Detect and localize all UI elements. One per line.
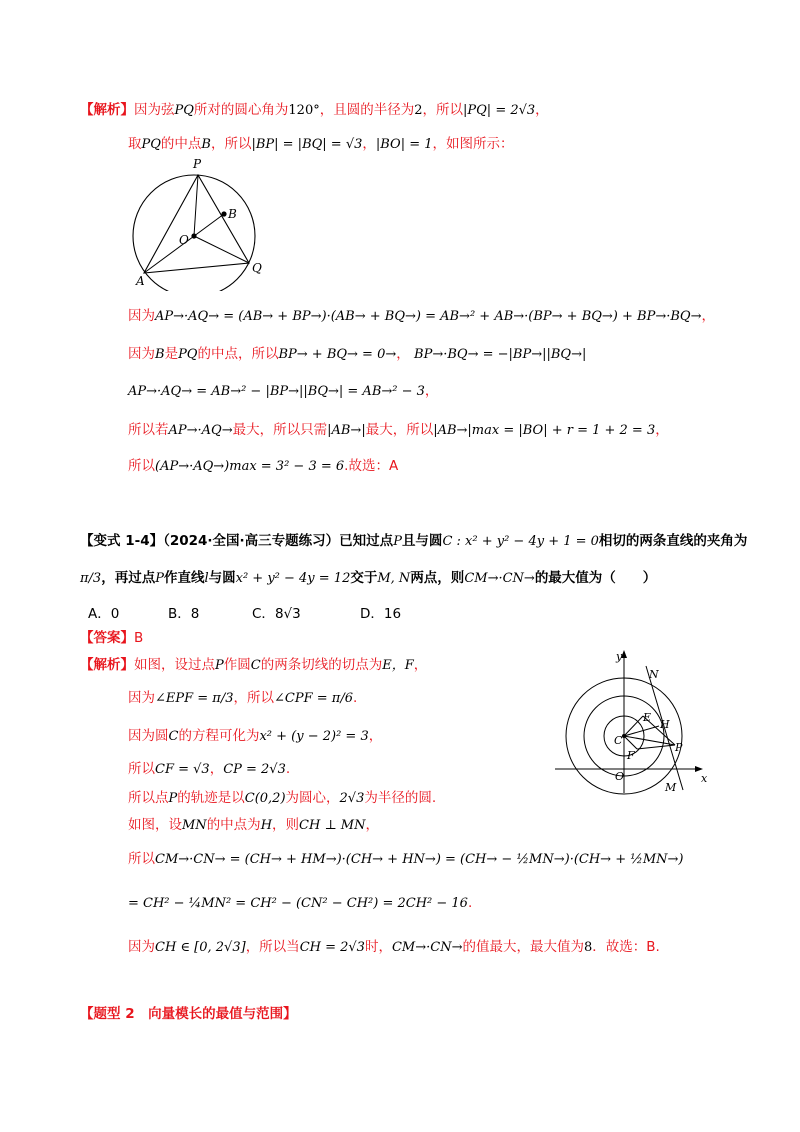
fig2-label-F: F <box>627 749 635 762</box>
solution-line: 因为AP→·AQ→ = (AB→ + BP→)·(AB→ + BQ→) = AB→² + AB→·(BP→ + BQ→) + BP→·BQ→， <box>128 308 715 324</box>
fig1-label-P: P <box>193 157 202 171</box>
topic-heading: 【题型 2 向量模长的最值与范围】 <box>80 1006 297 1022</box>
fig2-label-C: C <box>614 734 623 747</box>
question-stem: 【变式 1-4】（2024·全国·高三专题练习）已知过点P且与圆C : x² + y² − 4y + 1 = 0相切的两条直线的夹角为 <box>80 533 748 549</box>
solution-line: 所以若AP→·AQ→最大，所以只需|AB→|最大，所以|AB→|max = |BO| + r = 1 + 2 = 3， <box>128 422 669 438</box>
solution-line: 因为∠EPF = π/3，所以∠CPF = π/6. <box>128 690 358 706</box>
solution-line: 所以(AP→·AQ→)max = 3² − 3 = 6.故选：A <box>128 458 399 474</box>
fig2-label-N: N <box>649 668 659 681</box>
variant-tag: 【变式 1-4】 <box>80 533 164 549</box>
solution-line: AP→·AQ→ = AB→² − |BP→||BQ→| = AB→² − 3， <box>128 383 439 399</box>
fig2-label-P: P <box>675 741 683 754</box>
answer-label: 【答案】 <box>80 630 134 646</box>
fig2-label-M: M <box>665 781 677 794</box>
solution-line: 因为B是PQ的中点，所以BP→ + BQ→ = 0→， BP→·BQ→ = −|BP→||BQ→| <box>128 346 587 362</box>
solution-line: 所以CF = √3，CP = 2√3. <box>128 761 291 777</box>
answer-line <box>80 628 143 648</box>
solution-line: 如图，设MN的中点为H，则CH ⊥ MN， <box>128 817 379 833</box>
analysis-label-2: 【解析】 <box>80 657 134 673</box>
option-a: A．0 <box>88 606 120 622</box>
fig2-label-y: y <box>616 650 623 663</box>
option-b: B．8 <box>168 606 200 622</box>
fig2-label-x: x <box>701 772 708 785</box>
fig1-label-Q: Q <box>252 261 262 275</box>
solution-line: 【解析】如图，设过点P作圆C的两条切线的切点为E，F， <box>80 657 428 673</box>
fig1-label-O: O <box>179 233 189 247</box>
solution-line: 因为圆C的方程可化为x² + (y − 2)² = 3， <box>128 728 383 744</box>
fig2-label-O: O <box>615 770 625 783</box>
fig1-label-A: A <box>136 274 145 288</box>
analysis-label: 【解析】 <box>80 102 134 118</box>
option-c: C．8√3 <box>252 606 301 622</box>
fig1-label-B: B <box>228 207 237 221</box>
solution-line: = CH² − ¼MN² = CH² − (CN² − CH²) = 2CH² − 16. <box>128 895 473 911</box>
solution-line: 取PQ的中点B，所以|BP| = |BQ| = √3，|BO| = 1，如图所示： <box>128 136 514 152</box>
solution-line: 因为CH ∈ [0, 2√3]，所以当CH = 2√3时，CM→·CN→的值最大，最大值为8．故选：B. <box>128 939 660 955</box>
fig2-label-H: H <box>660 718 670 731</box>
question-stem: π/3，再过点P作直线l与圆x² + y² − 4y = 12交于M, N两点，则CM→·CN→的最大值为（ ） <box>80 570 657 586</box>
fig2-label-E: E <box>643 711 652 724</box>
circle-figure-1 <box>128 156 278 291</box>
solution-line: 【解析】因为弦PQ所对的圆心角为120°，且圆的半径为2，所以|PQ| = 2√3， <box>80 102 549 118</box>
solution-line: 所以CM→·CN→ = (CH→ + HM→)·(CH→ + HN→) = (CH→ − ½MN→)·(CH→ + ½MN→) <box>128 851 684 867</box>
option-d: D．16 <box>360 606 402 622</box>
circle-figure-2 <box>553 648 713 796</box>
solution-line: 所以点P的轨迹是以C(0,2)为圆心，2√3为半径的圆. <box>128 790 437 806</box>
answer-value: B <box>134 630 144 646</box>
